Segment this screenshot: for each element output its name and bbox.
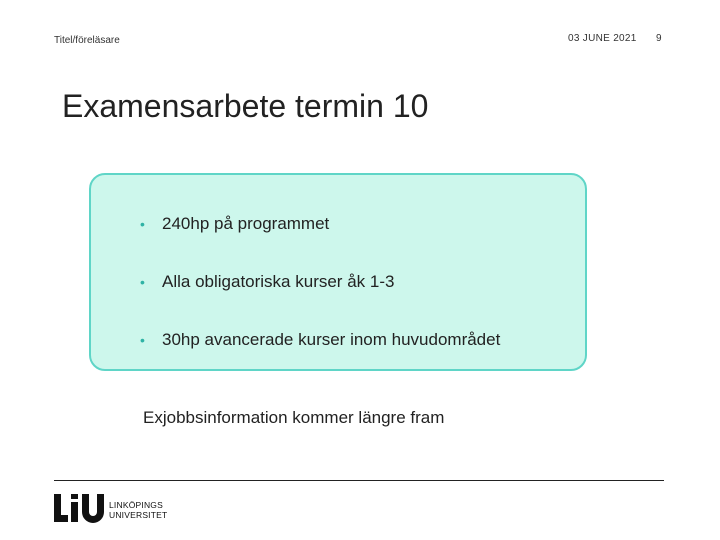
date-label: 03 JUNE 2021 — [568, 33, 637, 44]
logo-text — [109, 500, 167, 520]
logo-line-1: LINKÖPINGS — [109, 500, 163, 510]
note-text: Exjobbsinformation kommer längre fram — [143, 408, 445, 427]
bullet-text: Alla obligatoriska kurser åk 1-3 — [162, 272, 395, 291]
logo-line-2: UNIVERSITET — [109, 510, 168, 520]
author-label: Titel/föreläsare — [54, 35, 120, 46]
bullet-icon: • — [140, 274, 145, 290]
bullet-icon: • — [140, 216, 145, 232]
bullet-icon: • — [140, 332, 145, 348]
bullet-list — [140, 210, 500, 384]
footer-divider — [54, 480, 664, 481]
bullet-item — [140, 326, 500, 354]
bullet-text: 30hp avancerade kurser inom huvudområdet — [162, 330, 501, 349]
slide-title: Examensarbete termin 10 — [62, 88, 429, 124]
bullet-item — [140, 210, 500, 238]
bullet-item — [140, 268, 500, 296]
bullet-text: 240hp på programmet — [162, 214, 330, 233]
page-number: 9 — [656, 33, 662, 44]
